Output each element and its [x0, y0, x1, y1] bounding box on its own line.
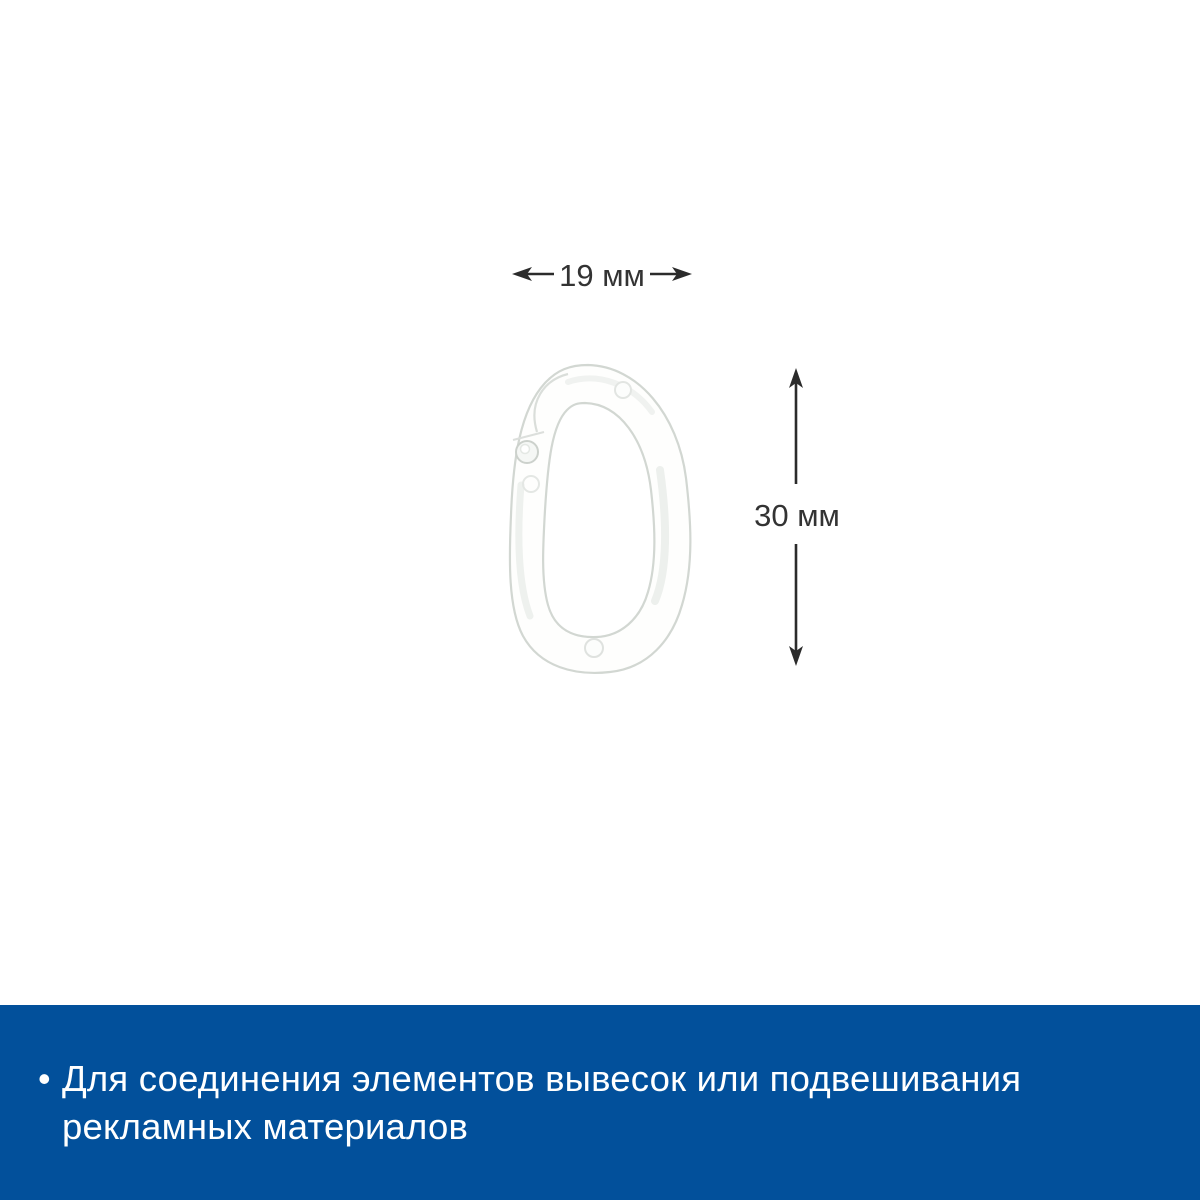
height-dimension-label: 30 мм: [754, 498, 840, 533]
feature-text: [62, 1055, 1021, 1151]
description-footer: [0, 1005, 1200, 1200]
width-dimension-label: 19 мм: [559, 258, 645, 293]
feature-bullet-item: [0, 1055, 1081, 1151]
carabiner-image: [510, 365, 691, 673]
feature-text-line-2: рекламных материалов: [62, 1105, 469, 1147]
mold-mark-top: [615, 382, 631, 398]
width-dimension: [512, 258, 692, 293]
mold-mark-bottom: [585, 639, 603, 657]
height-dimension: [754, 368, 840, 666]
feature-text-line-1: Для соединения элементов вывесок или подвешивания: [62, 1057, 1022, 1099]
hinge-pin-highlight: [521, 445, 530, 454]
bullet-marker: •: [38, 1057, 51, 1099]
